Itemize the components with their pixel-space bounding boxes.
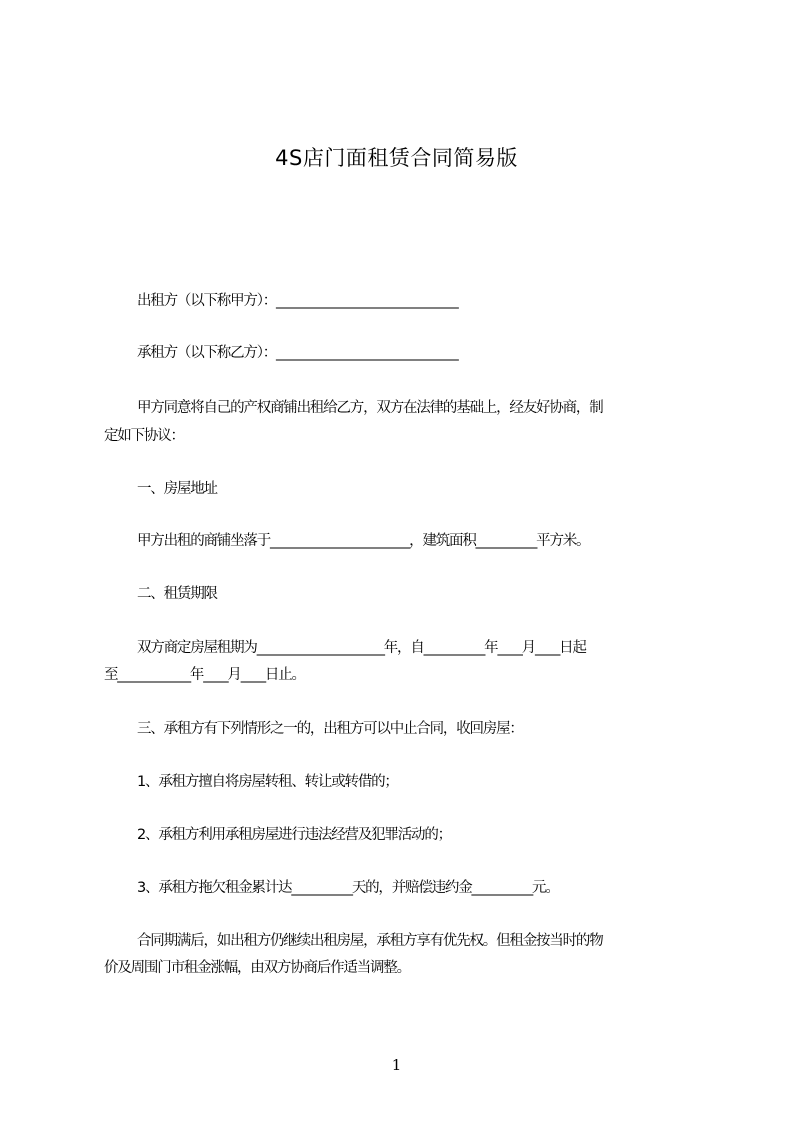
term-clause-line-2: 至____________年____月____日止。 (104, 667, 305, 683)
termination-item-2: 2、承租方利用承租房屋进行违法经营及犯罪活动的； (137, 827, 451, 843)
termination-item-1: 1、承租方擅自将房屋转租、转让或转借的； (137, 774, 398, 790)
lessee-line: 承租方（以下称乙方）：______________________________ (137, 345, 458, 361)
section-heading-term: 二、租赁期限 (137, 586, 217, 602)
termination-item-3: 3、承租方拖欠租金累计达__________天的，并赔偿违约金__________元。 (137, 880, 559, 896)
section-heading-termination: 三、承租方有下列情形之一的，出租方可以中止合同，收回房屋： (137, 721, 523, 737)
intro-paragraph-line-2: 定如下协议： (104, 428, 184, 444)
page-number: 1 (391, 1056, 402, 1074)
term-clause-line-1: 双方商定房屋租期为_____________________年，自__________年____月____日起 (137, 640, 586, 656)
intro-paragraph-line-1: 甲方同意将自己的产权商铺出租给乙方，双方在法律的基础上，经友好协商，制 (137, 400, 603, 416)
renewal-paragraph-line-2: 价及周围门市租金涨幅，由双方协商后作适当调整。 (104, 960, 410, 976)
document-title: 4S店门面租赁合同简易版 (275, 146, 518, 170)
renewal-paragraph-line-1: 合同期满后，如出租方仍继续出租房屋，承租方享有优先权。但租金按当时的物 (137, 933, 603, 949)
address-clause: 甲方出租的商铺坐落于_______________________，建筑面积__________平方米。 (137, 533, 590, 549)
section-heading-address: 一、房屋地址 (137, 481, 217, 497)
lessor-line: 出租方（以下称甲方）：______________________________ (137, 293, 458, 309)
